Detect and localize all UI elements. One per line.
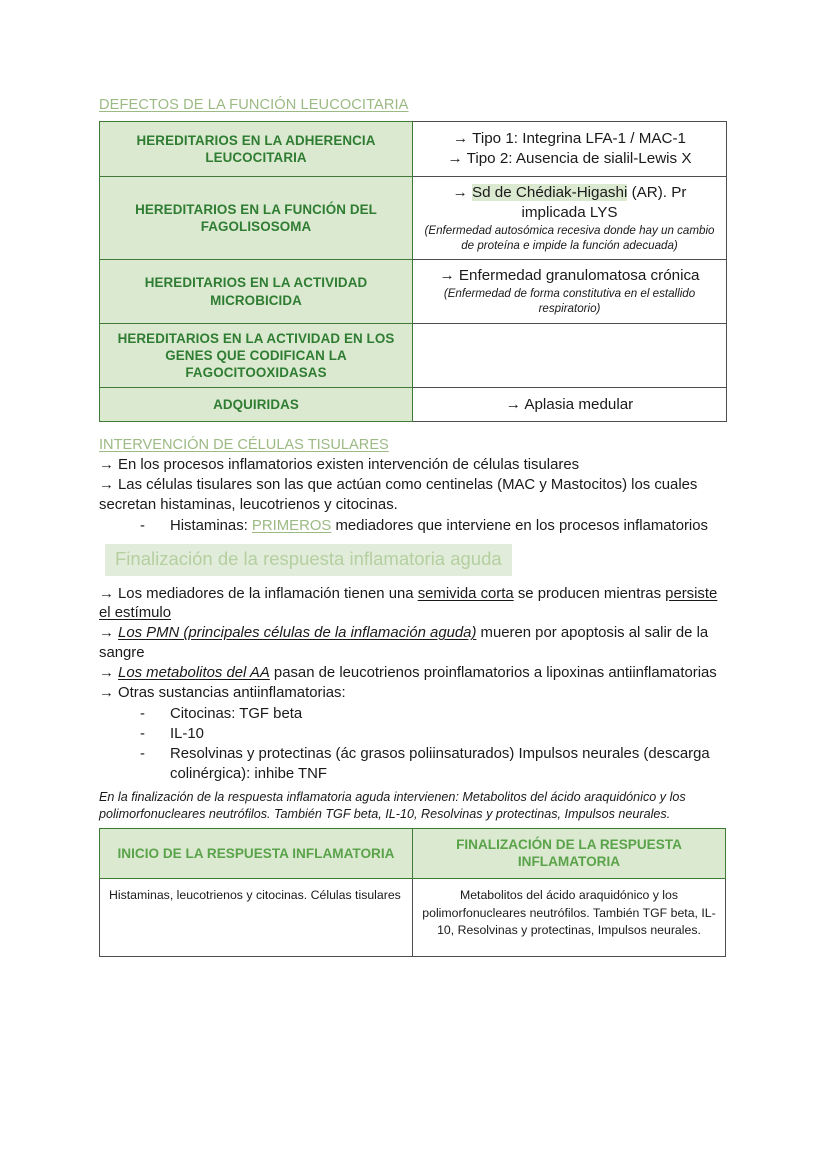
underline-semivida-corta: semivida corta (417, 585, 514, 602)
table-row (100, 323, 727, 387)
row-value-fagolisosoma (413, 177, 727, 260)
paragraph-finalizacion-2 (99, 624, 727, 664)
page-title-defectos: DEFECTOS DE LA FUNCIÓN LEUCOCITARIA (99, 97, 409, 113)
underline-italic-metabolitos-aa: Los metabolitos del AA (118, 664, 270, 681)
list-antiinflamatorias (99, 704, 727, 785)
para-rest: mueren por apoptosis al salir de la sangre (99, 625, 709, 662)
row-value-microbicida (413, 260, 727, 323)
row-label-fagocitooxidasas: HEREDITARIOS EN LA ACTIVIDAD EN LOS GENES QUE CODIFICAN LA FAGOCITOOXIDASAS (100, 323, 413, 387)
underline-italic-pmn: Los PMN (principales células de la inflamación aguda) (118, 625, 477, 642)
table-inicio-finalizacion-respuesta (99, 828, 726, 957)
value-rest: (AR). Pr implicada LYS (521, 184, 687, 221)
row-value-adquiridas: → Aplasia medular (413, 388, 727, 422)
column-header-inicio: INICIO DE LA RESPUESTA INFLAMATORIA (100, 828, 413, 878)
value-note-microbicida: (Enfermedad de forma constitutiva en el estallido respiratorio) (443, 287, 696, 316)
table-row (100, 260, 727, 323)
row-value-adherencia (413, 122, 727, 177)
para-mid: se producen mientras (513, 585, 666, 602)
section-title-intervencion: INTERVENCIÓN DE CÉLULAS TISULARES (99, 437, 389, 454)
row-label-adherencia: HEREDITARIOS EN LA ADHERENCIA LEUCOCITARIA (100, 122, 413, 177)
summary-note-finalizacion: En la finalización de la respuesta inflamatoria aguda intervienen: Metabolitos del ácido araquidónico y los polimorfonucleares neutrófilos. También TGF beta, IL-10, Resolvinas y protectinas, Impulsos neurales. (99, 789, 686, 821)
document-content (99, 96, 727, 957)
table-row (100, 388, 727, 422)
list-item (140, 516, 727, 536)
paragraph-finalizacion-3 (99, 664, 727, 684)
bullet-post: mediadores que interviene en los procesos inflamatorios (331, 517, 708, 534)
spacer (99, 422, 727, 436)
list-item: - Citocinas: TGF beta (140, 704, 727, 724)
value-line-1: → Tipo 1: Integrina LFA-1 / MAC-1 (453, 130, 686, 148)
table-row (100, 122, 727, 177)
list-intervencion (99, 516, 727, 536)
row-label-microbicida: HEREDITARIOS EN LA ACTIVIDAD MICROBICIDA (100, 260, 413, 323)
list-item: - Resolvinas y protectinas (ác grasos poliinsaturados) Impulsos neurales (descarga colinérgica): inhibe TNF (140, 744, 727, 785)
bullet-pre: Histaminas: (170, 517, 252, 534)
table-defectos-funcion-leucocitaria (99, 121, 727, 422)
para-rest: pasan de leucotrienos proinflamatorios a lipoxinas antiinflamatorias (269, 664, 717, 681)
paragraph-finalizacion-1 (99, 585, 727, 625)
value-main: → Enfermedad granulomatosa crónica (439, 267, 700, 285)
value-arrow: → (452, 184, 472, 202)
paragraph-intervencion-1: → En los procesos inflamatorios existen intervención de células tisulares (99, 457, 580, 474)
para-pre: → Los mediadores de la inflamación tienen una (99, 585, 418, 602)
list-item: - IL-10 (140, 724, 727, 744)
paragraph-finalizacion-4: → Otras sustancias antiinflamatorias: (99, 684, 346, 701)
value-highlight-chediak: Sd de Chédiak-Higashi (472, 184, 628, 202)
bullet-highlight-primeros: PRIMEROS (251, 517, 332, 534)
column-header-finalizacion: FINALIZACIÓN DE LA RESPUESTA INFLAMATORIA (413, 828, 726, 878)
cell-inicio-content: Histaminas, leucotrienos y citocinas. Células tisulares (100, 879, 413, 957)
paragraph-intervencion-2: → Las células tisulares son las que actúan como centinelas (MAC y Mastocitos) los cuales secretan histaminas, leucotrienos y citocinas. (99, 476, 698, 513)
table-row (100, 879, 726, 957)
row-label-fagolisosoma: HEREDITARIOS EN LA FUNCIÓN DEL FAGOLISOSOMA (100, 177, 413, 260)
value-line-2: → Tipo 2: Ausencia de sialil-Lewis X (447, 150, 692, 168)
banner-title-finalizacion: Finalización de la respuesta inflamatoria aguda (105, 544, 512, 576)
table-row (100, 177, 727, 260)
underline-persiste-estimulo: persiste el estímulo (99, 585, 718, 622)
para-arrow: → (99, 664, 119, 681)
row-label-adquiridas: ADQUIRIDAS (100, 388, 413, 422)
cell-finalizacion-content: Metabolitos del ácido araquidónico y los polimorfonucleares neutrófilos. También TGF beta, IL-10, Resolvinas y protectinas, Impulsos neurales. (413, 879, 726, 957)
row-value-fagocitooxidasas (413, 323, 727, 387)
para-arrow: → (99, 625, 119, 642)
table-header-row (100, 828, 726, 878)
value-note-fagolisosoma: (Enfermedad autosómica recesiva donde hay un cambio de proteína e impide la función adecuada) (424, 223, 715, 253)
